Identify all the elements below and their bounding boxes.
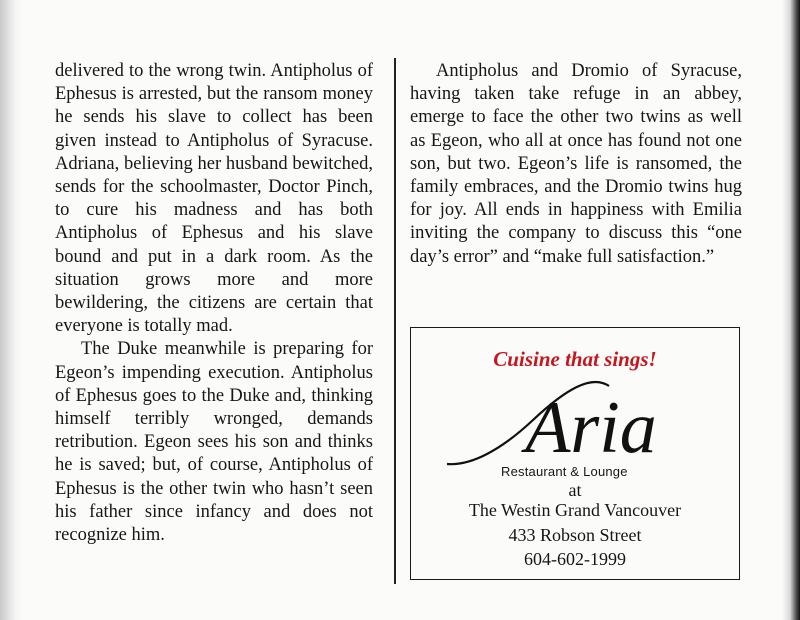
aria-logo-text: Aria: [525, 387, 657, 469]
ad-phone-number: 604-602-1999: [524, 549, 626, 569]
left-paragraph-2: The Duke meanwhile is preparing for Egeon’s impending execution. Antipholus of Ephesus goes to the Duke and, thinking himself terribly wronged, demands retribution. Egeon sees his son and thinks he is saved; but, of course, Antipholus of Ephesus is the other twin who hasn’t seen his father since infancy and does not recognize him.: [55, 339, 373, 546]
left-column: [55, 60, 373, 547]
left-paragraph-1: delivered to the wrong twin. Antipholus of Ephesus is arrested, but the ransom money he sends his slave to collect has been given instead to Antipholus of Syracuse. Adriana, believing her husband bewitched, sends for the schoolmaster, Doctor Pinch, to cure his madness and has both Antipholus of Ephesus and his slave bound and put in a dark room. As the situation grows more and more bewildering, the citizens are certain that everyone is totally mad.: [55, 61, 373, 337]
ad-street-address: 433 Robson Street: [508, 525, 642, 545]
column-divider: [394, 58, 396, 584]
right-page-edge: [782, 0, 800, 620]
left-page-shadow: [0, 0, 22, 620]
ad-tagline: Cuisine that sings!: [493, 347, 657, 371]
aria-logo: [441, 380, 711, 470]
ad-hotel-name: The Westin Grand Vancouver: [468, 500, 682, 520]
right-paragraph-1: Antipholus and Dromio of Syracuse, having taken take refuge in an abbey, emerge to face the other two twins as well as Egeon, who all at once has found not one son, but two. Egeon’s life is ransomed, the family embraces, and the Dromio twins hug for joy. All ends in happiness with Emilia inviting the company to discuss this “one day’s error” and “make full satisfaction.”: [410, 61, 742, 267]
right-column: [410, 60, 742, 269]
ad-subtitle: Restaurant & Lounge: [501, 464, 628, 479]
aria-advertisement: [410, 327, 740, 580]
ad-at: at: [568, 480, 582, 500]
